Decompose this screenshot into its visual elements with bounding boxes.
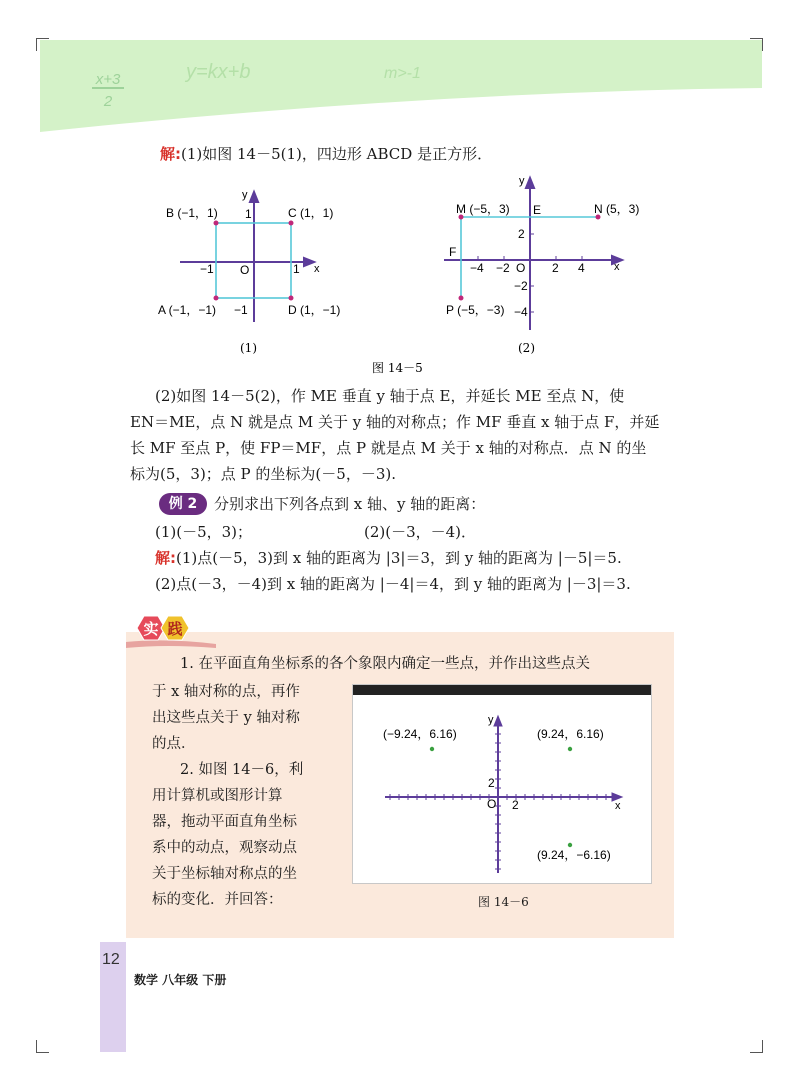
tick-y-neg1: −1 — [234, 303, 248, 317]
point-b — [214, 221, 219, 226]
paragraph2-line1: (2)如图 14－5(2)，作 ME 垂直 y 轴于点 E，并延长 ME 至点 N，使 — [155, 387, 625, 405]
label-e: E — [533, 203, 542, 217]
label-c: C (1，1) — [288, 206, 334, 220]
subcaption-2: (2) — [518, 341, 535, 355]
tick-x-2: 2 — [552, 261, 559, 275]
point-q1 — [568, 747, 572, 751]
figure-14-6-graph — [353, 695, 651, 883]
point-q4 — [568, 843, 572, 847]
practice-line-7: 系中的动点，观察动点 — [152, 840, 297, 856]
label-point-q2: (−9.24，6.16) — [383, 727, 457, 741]
x-label-right: x — [614, 261, 620, 273]
point-c — [289, 221, 294, 226]
x-label-left: x — [314, 263, 320, 275]
paragraph2-line2: EN＝ME，点 N 就是点 M 关于 y 轴的对称点；作 MF 垂直 x 轴于点 F，并延 — [130, 413, 660, 431]
point-p — [459, 296, 464, 301]
header-formula-linear: y=kx+b — [186, 61, 251, 83]
practice-badge-char2: 践 — [167, 620, 183, 638]
header-formula-inequality: m>-1 — [384, 65, 421, 82]
crop-mark-bottom-right — [750, 1040, 763, 1053]
example2-item2: (2)(－3，－4)． — [364, 523, 477, 541]
tick-x-neg2: −2 — [496, 261, 510, 275]
example2-solution1-text: (1)点(－5，3)到 x 轴的距离为 |3|＝3，到 y 轴的距离为 |－5|＝5. — [176, 549, 622, 567]
origin-fig6: O — [487, 797, 497, 811]
practice-line-4: 2. 如图 14－6，利 — [180, 762, 304, 778]
paragraph2-line3: 长 MF 至点 P，使 FP＝MF，点 P 就是点 M 关于 x 轴的对称点．点 N 的坐 — [130, 439, 647, 457]
x-label-fig6: x — [615, 800, 621, 812]
tick-y-2: 2 — [518, 227, 525, 241]
header-formula-numerator: x+3 — [95, 71, 121, 88]
label-d: D (1，−1) — [288, 303, 341, 317]
header-formula-denominator: 2 — [103, 93, 113, 110]
example2-badge — [159, 493, 207, 515]
practice-line-9: 标的变化．并回答： — [152, 892, 283, 908]
point-d — [289, 296, 294, 301]
figure-14-6-screen — [352, 684, 652, 884]
solution-label: 解: — [160, 145, 181, 163]
label-p: P (−5，−3) — [446, 303, 505, 317]
screen-titlebar — [353, 685, 651, 695]
book-title: 数学 八年级 下册 — [134, 973, 227, 987]
example2-solution-label: 解: — [155, 549, 176, 567]
point-q2 — [430, 747, 434, 751]
label-n: N (5，3) — [594, 202, 640, 216]
figure-14-5 — [140, 168, 660, 378]
example2-badge-label: 例 2 — [168, 496, 198, 512]
header-banner — [0, 0, 800, 140]
example2-solution2: (2)点(－3，－4)到 x 轴的距离为 |－4|＝4，到 y 轴的距离为 |－3|＝3. — [155, 575, 631, 593]
practice-line-2: 出这些点关于 y 轴对称 — [152, 710, 300, 726]
tick-x-2-fig6: 2 — [512, 798, 519, 812]
tick-x-1: 1 — [293, 262, 300, 276]
example2-text: 分别求出下列各点到 x 轴、y 轴的距离： — [214, 495, 486, 513]
practice-line-6: 器，拖动平面直角坐标 — [152, 814, 297, 830]
page-number: 12 — [102, 951, 120, 968]
practice-line-3: 的点． — [152, 736, 196, 752]
practice-badge — [126, 612, 216, 652]
example2-solution1 — [155, 548, 622, 568]
y-label-fig6: y — [488, 714, 494, 726]
tick-x-neg4: −4 — [470, 261, 484, 275]
practice-badge-char1: 实 — [143, 620, 159, 638]
origin-right: O — [516, 261, 526, 275]
tick-x-neg1: −1 — [200, 262, 214, 276]
figure-14-5-caption: 图 14－5 — [372, 361, 423, 375]
label-a: A (−1，−1) — [158, 303, 217, 317]
origin-left: O — [240, 263, 250, 277]
point-a — [214, 296, 219, 301]
figure-14-6-caption: 图 14－6 — [478, 895, 529, 909]
practice-line-5: 用计算机或图形计算 — [152, 788, 283, 804]
paragraph2-line4: 标为(5，3)；点 P 的坐标为(－5，－3). — [130, 465, 396, 483]
label-point-q1: (9.24，6.16) — [537, 727, 604, 741]
practice-line-1: 于 x 轴对称的点，再作 — [152, 684, 300, 700]
solution-part1 — [160, 144, 492, 164]
label-point-q4: (9.24，−6.16) — [537, 848, 611, 862]
y-label-right: y — [519, 175, 525, 187]
practice-item1-line1: 1. 在平面直角坐标系的各个象限内确定一些点，并作出这些点关 — [180, 656, 590, 672]
practice-line-8: 关于坐标轴对称点的坐 — [152, 866, 297, 882]
tick-y-2-fig6: 2 — [488, 776, 495, 790]
tick-y-neg2: −2 — [514, 279, 528, 293]
y-label-left: y — [242, 189, 248, 201]
tick-y-neg4: −4 — [514, 305, 528, 319]
graph-symmetric-points — [444, 175, 639, 355]
crop-mark-bottom-left — [36, 1040, 49, 1053]
subcaption-1: (1) — [240, 341, 257, 355]
solution-part1-text: (1)如图 14－5(1)，四边形 ABCD 是正方形． — [181, 145, 493, 163]
tick-x-4: 4 — [578, 261, 585, 275]
example2-item1: (1)(－5，3)； — [155, 523, 253, 541]
label-b: B (−1，1) — [166, 206, 218, 220]
tick-y-1: 1 — [245, 207, 252, 221]
label-m: M (−5，3) — [456, 202, 510, 216]
label-f: F — [449, 245, 457, 259]
graph-square — [158, 189, 340, 355]
